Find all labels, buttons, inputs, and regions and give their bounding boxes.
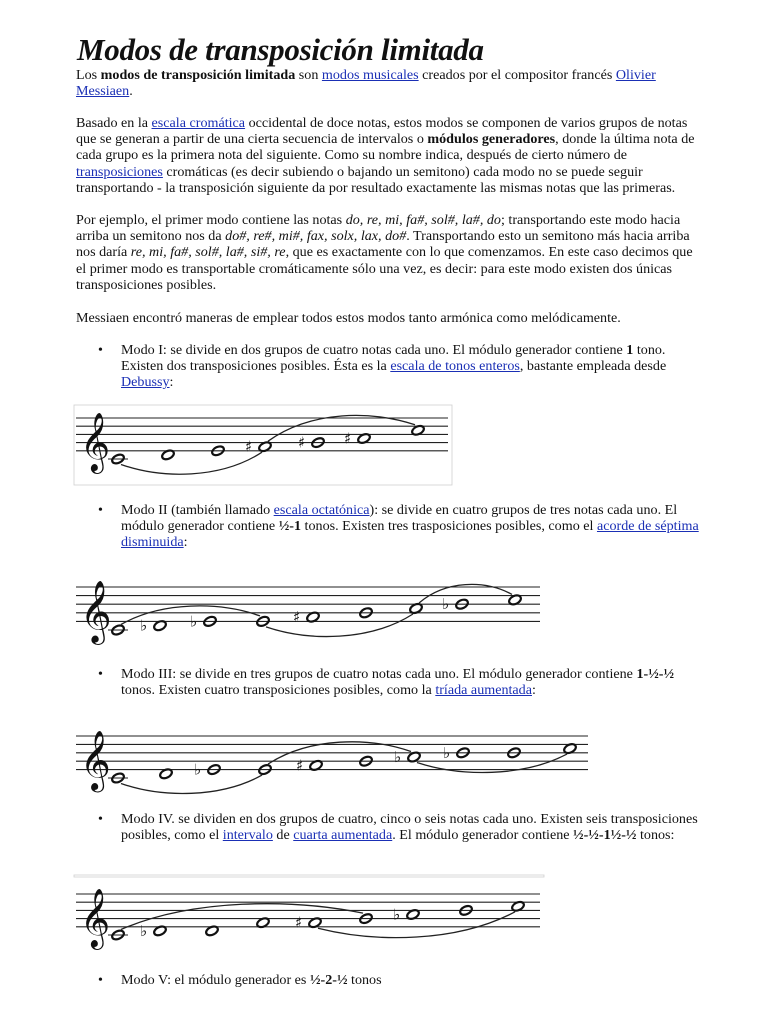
intro-text: son: [295, 67, 322, 83]
whole-note: [293, 608, 320, 626]
whole-note: [344, 430, 371, 448]
sharp-icon: ♯: [293, 608, 301, 627]
sharp-icon: ♯: [245, 437, 253, 456]
item-text: tonos. Existen cuatro transposiciones posibles, como la: [121, 682, 436, 699]
item-text: tonos. Existen tres trasposiciones posibles, como el: [301, 518, 597, 535]
staff-mode-1: [74, 405, 452, 485]
paragraph-text: occidental de doce notas, estos modos se componen de varios grupos de notas que se generan a partir de una cierta secuencia de intervalos o: [76, 115, 688, 148]
sharp-icon: ♯: [298, 433, 306, 452]
sharp-icon: ♯: [344, 429, 352, 448]
intro-text: creados por el compositor francés: [418, 67, 616, 83]
paragraph-messiaen: Messiaen encontró maneras de emplear todos estos modos tanto armónica como melódicamente.: [76, 310, 621, 326]
slur: [121, 904, 363, 930]
item-text: Modo III: se divide en tres grupos de cuatro notas cada uno. El módulo generador contiene: [121, 666, 637, 682]
item-text: de: [272, 827, 294, 844]
link-modos-musicales[interactable]: modos musicales: [321, 67, 419, 83]
paragraph-text: Basado en la: [76, 115, 152, 131]
link-debussy[interactable]: Debussy: [121, 374, 170, 391]
paragraph-text: . Transportando esto un semitono más hacia arriba nos daría: [76, 228, 690, 261]
item-text: , bastante empleada desde: [519, 358, 667, 375]
item-text: tonos: [347, 972, 382, 988]
slur: [121, 775, 262, 793]
flat-icon: ♭: [393, 905, 401, 924]
generator-module: 1-½-½: [636, 666, 675, 682]
bullet-icon: •: [98, 973, 103, 988]
whole-note: [140, 617, 167, 635]
intro-bold-term: modos de transposición limitada: [100, 67, 296, 83]
slur: [268, 415, 415, 441]
whole-note: [295, 914, 322, 932]
staff-mode-4: [74, 875, 544, 950]
bullet-icon: •: [98, 343, 103, 358]
whole-note: [393, 906, 420, 924]
bullet-icon: •: [98, 812, 103, 827]
link-escala-tonos-enteros[interactable]: escala de tonos enteros: [390, 358, 520, 375]
paragraph-text: , donde la última nota de cada grupo es la primera nota del siguiente. Como su nombre indica, después de cierto número de: [76, 131, 695, 164]
intro-text: .: [129, 83, 133, 100]
sharp-icon: ♯: [295, 913, 303, 932]
item-text: . El módulo generador contiene: [392, 827, 574, 844]
treble-clef-icon: 𝄞: [80, 580, 112, 643]
flat-icon: ♭: [442, 595, 450, 614]
staff-mode-2: [76, 580, 540, 644]
item-text: tono. Existen dos transposiciones posibles. Ésta es la: [121, 342, 666, 375]
page-title: Modos de transposición limitada: [77, 32, 484, 67]
item-text: Modo II (también llamado: [121, 502, 274, 518]
generator-module: ½-2-½: [309, 972, 348, 988]
flat-icon: ♭: [194, 760, 202, 779]
item-text: tonos:: [636, 827, 675, 844]
italic-notes: re, mi, fa#, sol#, la#, si#, re: [130, 244, 286, 261]
image-frame: [74, 875, 544, 877]
intro-text: Los: [76, 67, 101, 83]
paragraph-text: Por ejemplo, el primer modo contiene las notas: [76, 212, 346, 228]
item-text: ): se divide en cuatro grupos de tres notas cada uno. El módulo generador contiene: [121, 502, 678, 535]
item-text: :: [183, 534, 188, 551]
link-acorde-septima-disminuida[interactable]: acorde de séptima disminuida: [121, 518, 699, 551]
bullet-icon: •: [98, 503, 103, 518]
treble-clef-icon: 𝄞: [80, 887, 111, 947]
sharp-icon: ♯: [296, 756, 304, 775]
item-text: Modo V: el módulo generador es: [121, 972, 310, 988]
link-cuarta-aumentada[interactable]: cuarta aumentada: [293, 827, 393, 844]
slur: [121, 452, 262, 474]
staff-mode-3: [76, 731, 588, 794]
treble-clef-icon: 𝄞: [80, 730, 111, 791]
whole-note: [108, 929, 128, 941]
flat-icon: ♭: [140, 921, 148, 940]
whole-note: [140, 922, 167, 940]
slur: [266, 614, 413, 637]
bullet-icon: •: [98, 667, 103, 682]
paragraph-text: cromáticas (es decir subiendo o bajando un semitono) cada modo no se puede seguir transportando - la transposición siguiente da por resultado exactamente las mismas notas que las primeras.: [76, 163, 676, 196]
flat-icon: ♭: [190, 612, 198, 631]
item-text: Modo IV. se dividen en dos grupos de cuatro, cinco o seis notas cada uno. Existen seis transposiciones posibles, como el: [121, 811, 698, 844]
paragraph-text: ; transportando este modo hacia arriba un semitono nos da: [76, 212, 681, 245]
bold-term: módulos generadores: [427, 131, 556, 148]
link-intervalo[interactable]: intervalo: [222, 827, 273, 844]
paragraph-text: , que es exactamente con lo que comenzamos. En este caso decimos que el primer modo es transportable cromáticamente sólo una vez, es decir: para este modo existen dos únicas transposiciones posibles.: [76, 244, 693, 293]
generator-module: ½-½-1½-½: [573, 827, 637, 844]
link-olivier-messiaen[interactable]: Olivier Messiaen: [76, 67, 656, 100]
item-text: Modo I: se divide en dos grupos de cuatro notas cada uno. El módulo generador contiene: [121, 342, 627, 358]
italic-notes: do, re, mi, fa#, sol#, la#, do: [345, 212, 501, 228]
flat-icon: ♭: [443, 743, 451, 762]
whole-note: [108, 772, 128, 784]
treble-clef-icon: 𝄞: [80, 411, 111, 471]
image-frame: [74, 405, 452, 485]
flat-icon: ♭: [140, 616, 148, 635]
link-escala-cromatica[interactable]: escala cromática: [151, 115, 246, 131]
generator-module: ½-1: [278, 518, 302, 535]
whole-note: [296, 756, 323, 774]
item-text: :: [169, 374, 174, 391]
generator-module: 1: [626, 342, 634, 358]
italic-notes: do#, re#, mi#, fax, solx, lax, do#: [225, 228, 407, 245]
item-text: :: [531, 682, 536, 699]
link-triada-aumentada[interactable]: tríada aumentada: [435, 682, 532, 699]
whole-note: [108, 453, 128, 465]
flat-icon: ♭: [394, 748, 402, 766]
link-escala-octatonica[interactable]: escala octatónica: [273, 502, 370, 518]
link-transposiciones[interactable]: transposiciones: [76, 163, 163, 180]
